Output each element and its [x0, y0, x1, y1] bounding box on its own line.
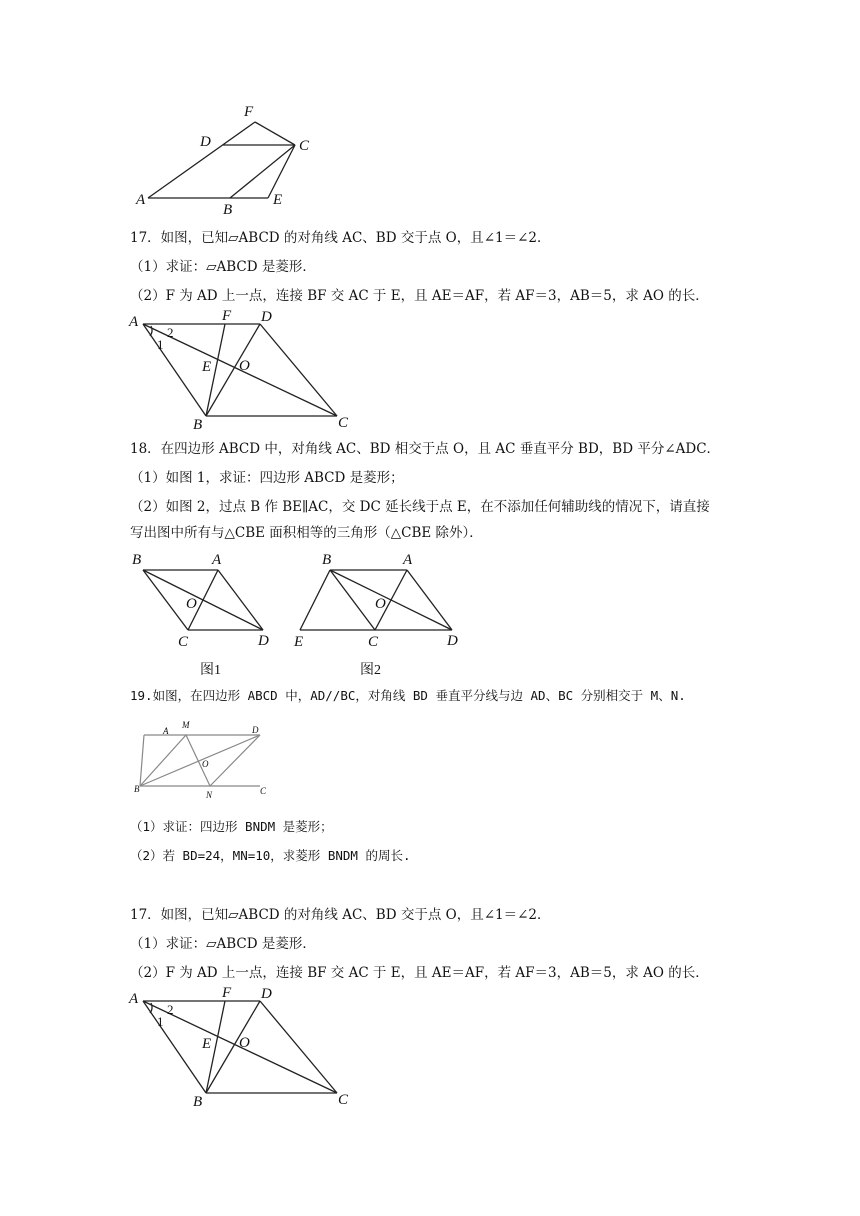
label-B: B	[134, 784, 140, 794]
caption-fig2: 图2	[360, 663, 381, 678]
q17-title: 17．如图，已知▱ABCD 的对角线 AC、BD 交于点 O，且∠1＝∠2．	[130, 230, 551, 246]
q18-part2a: （2）如图 2，过点 B 作 BE∥AC，交 DC 延长线于点 E，在不添加任何辅助线的情况下，请直接	[130, 499, 710, 515]
q19-part1: （1）求证：四边形 BNDM 是菱形；	[130, 819, 333, 834]
label-D: D	[200, 134, 211, 150]
label-C: C	[338, 1092, 349, 1107]
label-angle1: 1	[157, 337, 164, 352]
label-N: N	[206, 790, 213, 800]
line-BD	[140, 735, 260, 786]
label-F: F	[222, 308, 232, 324]
label-angle1: 1	[157, 1014, 164, 1029]
q18-part2b: 写出图中所有与△CBE 面积相等的三角形（△CBE 除外）．	[130, 525, 483, 541]
label-angle2: 2	[167, 1002, 174, 1017]
figure-q16	[130, 98, 320, 218]
label-E: E	[202, 1036, 212, 1052]
label-A: A	[212, 552, 222, 568]
line-BC	[330, 570, 375, 630]
label-C: C	[368, 634, 379, 650]
figure-q18-1	[128, 548, 288, 678]
label-E: E	[202, 359, 212, 375]
line-BM	[140, 735, 186, 786]
line-BD	[206, 1001, 260, 1093]
label-O: O	[202, 759, 209, 769]
caption-fig1: 图1	[200, 663, 221, 678]
line-BC	[230, 145, 295, 198]
line-EB	[300, 570, 330, 630]
label-C: C	[338, 415, 349, 430]
line-AD	[218, 570, 263, 630]
label-O: O	[186, 596, 197, 612]
label-B: B	[322, 552, 332, 568]
label-F: F	[222, 985, 232, 1001]
label-A: A	[403, 552, 413, 568]
label-C: C	[178, 634, 189, 650]
line-BD	[206, 324, 260, 416]
label-angle2: 2	[167, 325, 174, 340]
label-D: D	[258, 633, 269, 649]
label-B: B	[132, 552, 142, 568]
q18-title: 18．在四边形 ABCD 中，对角线 AC、BD 相交于点 O，且 AC 垂直平分 BD，BD 平分∠ADC．	[130, 441, 721, 457]
line-AD	[407, 570, 452, 630]
line-DC	[260, 324, 337, 416]
figure-q19	[130, 716, 275, 806]
line-DC	[260, 1001, 337, 1093]
q18-part1: （1）如图 1，求证：四边形 ABCD 是菱形；	[130, 470, 404, 486]
label-D: D	[261, 986, 272, 1002]
q17b-part1: （1）求证：▱ABCD 是菱形．	[130, 936, 316, 952]
label-D: D	[252, 725, 259, 735]
q19-part2: （2）若 BD=24，MN=10，求菱形 BNDM 的周长.	[130, 848, 411, 863]
label-D: D	[261, 309, 272, 325]
label-B: B	[223, 202, 233, 218]
line-BC	[143, 570, 188, 630]
line-AB	[143, 324, 206, 416]
label-D: D	[447, 633, 458, 649]
label-M: M	[182, 720, 190, 730]
label-B: B	[193, 1094, 203, 1107]
figure-q17b	[125, 982, 365, 1107]
label-O: O	[239, 358, 250, 374]
line-ND	[210, 735, 260, 786]
q17-part1: （1）求证：▱ABCD 是菱形．	[130, 259, 316, 275]
label-A: A	[129, 314, 139, 330]
label-E: E	[294, 634, 304, 650]
label-A: A	[163, 726, 169, 736]
line-AB	[143, 1001, 206, 1093]
q17b-part2: （2）F 为 AD 上一点，连接 BF 交 AC 于 E，且 AE＝AF，若 AF＝3，AB＝5，求 AO 的长．	[130, 965, 709, 981]
label-E: E	[273, 192, 283, 208]
label-O: O	[375, 596, 386, 612]
label-A: A	[129, 991, 139, 1007]
label-O: O	[239, 1035, 250, 1051]
label-F: F	[244, 104, 254, 120]
line-AB	[140, 735, 144, 786]
label-C: C	[299, 138, 310, 154]
label-B: B	[193, 417, 203, 430]
label-C: C	[260, 786, 267, 796]
q19-title: 19.如图，在四边形 ABCD 中，AD//BC，对角线 BD 垂直平分线与边 AD、BC 分别相交于 M、N.	[130, 688, 686, 703]
figure-q17	[125, 305, 365, 430]
line-EC	[268, 145, 295, 198]
line-FC	[255, 122, 295, 145]
label-A: A	[136, 192, 146, 208]
q17-part2: （2）F 为 AD 上一点，连接 BF 交 AC 于 E，且 AE＝AF，若 AF＝3，AB＝5，求 AO 的长．	[130, 288, 709, 304]
q17b-title: 17．如图，已知▱ABCD 的对角线 AC、BD 交于点 O，且∠1＝∠2．	[130, 907, 551, 923]
figure-q18-2	[290, 548, 470, 678]
